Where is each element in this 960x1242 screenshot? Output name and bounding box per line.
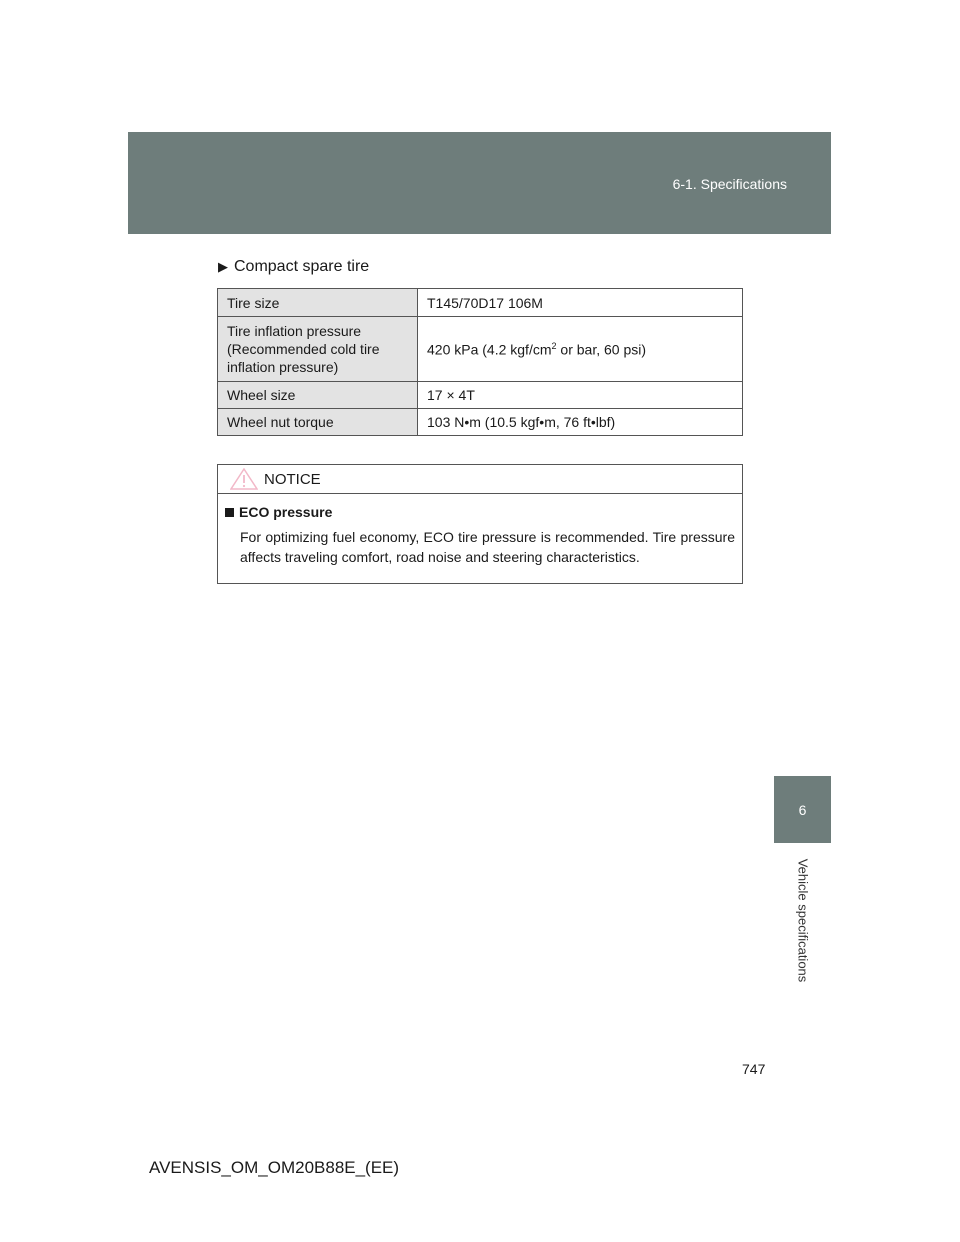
- notice-header: [218, 465, 742, 494]
- footer-code: AVENSIS_OM_OM20B88E_(EE): [149, 1158, 400, 1177]
- chapter-title: Vehicle specifications: [795, 858, 811, 982]
- chapter-label: [774, 850, 831, 990]
- notice-box: [217, 464, 743, 584]
- section-heading: [218, 258, 369, 276]
- spec-table: [217, 288, 743, 436]
- section-header: 6-1. Specifications: [672, 176, 787, 192]
- bullet-square-icon: [225, 508, 234, 517]
- warning-triangle-icon: [230, 468, 258, 490]
- table-row: [218, 409, 743, 436]
- row-value: T145/70D17 106M: [418, 289, 743, 317]
- chapter-number: 6: [798, 801, 807, 818]
- table-row: [218, 289, 743, 317]
- row-label: Wheel nut torque: [218, 409, 418, 436]
- notice-heading: NOTICE: [264, 470, 321, 488]
- table-row: [218, 382, 743, 409]
- notice-item-title-text: ECO pressure: [239, 504, 333, 520]
- chapter-tab[interactable]: [774, 776, 831, 843]
- row-label: Tire size: [218, 289, 418, 317]
- value-text: 420 kPa (4.2 kgf/cm: [427, 341, 552, 358]
- row-value: 103 N•m (10.5 kgf•m, 76 ft•lbf): [418, 409, 743, 436]
- page-number: 747: [742, 1061, 766, 1077]
- table-row: [218, 317, 743, 382]
- notice-body: [218, 494, 742, 567]
- superscript: 2: [551, 340, 557, 351]
- section-title: Compact spare tire: [234, 258, 370, 275]
- row-value: [418, 317, 743, 382]
- value-text: or bar, 60 psi): [556, 341, 647, 358]
- arrow-right-icon: ▶: [218, 259, 228, 274]
- row-label: Tire inflation pressure (Recommended cold tire inflation pressure): [218, 317, 418, 382]
- notice-item-title: [225, 504, 735, 520]
- notice-item-text: For optimizing fuel economy, ECO tire pressure is recommended. Tire pressure affects traveling comfort, road noise and steering characteristics.: [240, 529, 735, 565]
- header-band: [128, 132, 831, 234]
- row-label: Wheel size: [218, 382, 418, 409]
- row-value: 17 × 4T: [418, 382, 743, 409]
